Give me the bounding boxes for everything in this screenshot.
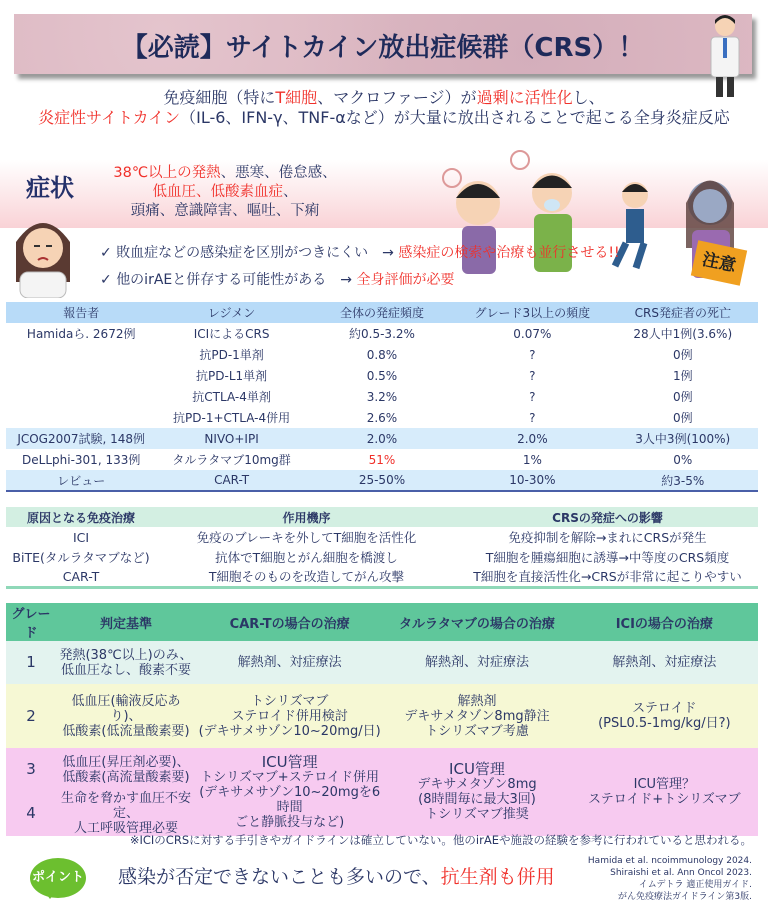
symptom-text: 、 [283, 184, 298, 200]
cell-line: デキサメタゾン8mg [417, 777, 537, 792]
treatment-cell [383, 684, 570, 748]
table-cell: ? [529, 410, 536, 425]
criteria-cell [56, 641, 196, 684]
table-row [6, 470, 758, 491]
table-cell [6, 386, 156, 407]
treatment-cell [571, 748, 758, 836]
column-header: 原因となる免疫治療 [6, 507, 156, 527]
column-header: CAR-Tの場合の治療 [196, 603, 383, 641]
table-cell: DeLLphi-301, 133例 [22, 453, 141, 467]
table-cell: CAR-T [156, 470, 306, 491]
check-icon: ✓ [100, 245, 112, 261]
table-cell: タルラタマブ10mg群 [172, 453, 291, 467]
criteria-cell [56, 748, 196, 791]
cell-line: トシリズマブ考慮 [425, 723, 529, 739]
grade-number: 3 [6, 748, 56, 791]
crs-incidence-table [6, 302, 758, 492]
table-row [6, 547, 758, 567]
cell-line: 解熱剤、対症療法 [612, 655, 717, 670]
cell-line: デキサメタゾン8mg静注 [404, 708, 550, 724]
table-row [6, 386, 758, 407]
table-cell: 免疫のブレーキを外してT細胞を活性化 [196, 530, 417, 545]
table-header-row [6, 507, 758, 527]
symptom-text: 、悪寒、倦怠感、 [220, 165, 337, 181]
point-highlight: 抗生剤も併用 [440, 866, 555, 888]
symptom-highlight: 38℃以上の発熱 [113, 165, 221, 181]
table-cell: レビュー [6, 470, 156, 491]
grade-number: 4 [6, 791, 56, 836]
column-header: タルラタマブの場合の治療 [383, 603, 570, 641]
mechanism-table [6, 507, 758, 589]
cell-line: 低酸素(高流量酸素要) [62, 769, 190, 785]
symptoms-line-3: 頭痛、意識障害、嘔吐、下痢 [130, 203, 320, 219]
table-row-grade-3 [6, 748, 758, 791]
treatment-cell [196, 684, 383, 748]
reference: Hamida et al. ncoimmunology 2024. [587, 856, 752, 866]
table-cell: T細胞そのものを改造してがん攻撃 [208, 569, 405, 585]
cell-line: (デキサメサゾン10~20mg/日) [198, 723, 381, 739]
cell-line: 解熱剤、対症療法 [237, 655, 342, 670]
doctor-illustration-icon [703, 12, 747, 100]
table-cell: 10-30% [457, 470, 607, 491]
symptoms-label: 症状 [26, 174, 74, 202]
column-header: CRS発症者の死亡 [608, 302, 758, 323]
table-cell [6, 407, 156, 428]
caution-highlight: 全身評価が必要 [356, 272, 455, 288]
grade-number: 2 [6, 684, 56, 748]
caution-text: 他のirAEと併存する可能性がある → [116, 272, 352, 288]
intro-highlight: 炎症性サイトカイン [38, 108, 181, 127]
cell-line: 低酸素(低流量酸素要) [62, 723, 190, 739]
column-header: 判定基準 [56, 603, 196, 641]
table-cell: ? [529, 389, 536, 404]
table-cell: ? [529, 368, 536, 383]
table-cell: 0.5% [366, 368, 398, 383]
grade-treatment-table [6, 603, 758, 836]
table-cell: 抗PD-1単剤 [199, 348, 264, 362]
point-text: 感染が否定できないことも多いので、 [118, 866, 441, 888]
table-cell: BiTE(タルラタマブなど) [12, 550, 150, 565]
column-header: グレード3以上の頻度 [457, 302, 607, 323]
table-cell: 0例 [672, 390, 693, 404]
caution-line-2 [100, 269, 454, 289]
table-cell: 0% [673, 452, 693, 467]
table-cell: 0.8% [366, 347, 398, 362]
caution-text: 敗血症などの感染症を区別がつきにくい → [116, 245, 394, 261]
column-header: グレード [6, 603, 56, 641]
reference: イムデトラ 適正使用ガイド. [638, 880, 752, 890]
cell-line: ICU管理 [261, 752, 318, 771]
footnote: ※ICIのCRSに対する手引きやガイドラインは確立していない。他のirAEや施設の経験を参考に行われていると思われる。 [129, 833, 752, 847]
point-message [118, 862, 555, 889]
table-cell: 抗体でT細胞とがん細胞を橋渡し [215, 550, 398, 565]
table-cell: JCOG2007試験, 148例 [6, 428, 156, 449]
intro-line-2 [0, 108, 768, 127]
table-cell: 1例 [672, 369, 693, 383]
cell-line: 解熱剤 [457, 693, 497, 709]
table-row [6, 428, 758, 449]
table-cell: 2.0% [307, 428, 457, 449]
treatment-cell [571, 641, 758, 684]
cell-line: (デキサメサゾン10~20mgを6時間 [199, 784, 381, 815]
table-cell: ICIによるCRS [193, 327, 270, 341]
table-row [6, 407, 758, 428]
table-row [6, 323, 758, 344]
grade-number: 1 [6, 641, 56, 684]
table-cell: Hamidaら. 2672例 [26, 327, 136, 341]
table-cell [6, 344, 156, 365]
cell-line: ICU管理 [449, 760, 505, 778]
intro-text: し、 [572, 88, 605, 107]
table-cell: 28人中1例(3.6%) [633, 327, 733, 341]
table-cell: 25-50% [307, 470, 457, 491]
table-row-grade-2 [6, 684, 758, 748]
treatment-cell [383, 641, 570, 684]
table-row [6, 344, 758, 365]
table-cell: 2.0% [457, 428, 607, 449]
table-cell: ICI [72, 529, 90, 545]
cell-line: トシリズマブ+ステロイド併用 [200, 769, 380, 785]
table-header-row [6, 302, 758, 323]
column-header: CRSの発症への影響 [457, 507, 758, 527]
cell-line: 生命を脅かす血圧不安定、 [60, 791, 191, 821]
column-header: 全体の発症頻度 [307, 302, 457, 323]
cell-line: ステロイド+トシリズマブ [587, 792, 741, 807]
check-icon: ✓ [100, 272, 112, 288]
table-cell: 抗CTLA-4単剤 [192, 390, 271, 404]
intro-highlight: T細胞 [275, 88, 318, 107]
intro-text: 、マクロファージ）が [317, 88, 477, 107]
table-cell: 免疫抑制を解除→まれにCRSが発生 [508, 530, 707, 545]
table-cell: 0例 [672, 348, 693, 362]
table-row [6, 365, 758, 386]
table-cell: 3人中3例(100%) [608, 428, 758, 449]
reference: がん免疫療法ガイドライン第3版. [617, 892, 752, 902]
cell-line: ごと静脈投与など) [235, 814, 345, 830]
table-cell: 0.07% [513, 326, 552, 341]
caution-highlight: 感染症の検索や治療も並行させる!! [398, 245, 620, 261]
table-header-row [6, 603, 758, 641]
cell-line: 解熱剤、対症療法 [424, 655, 529, 670]
page-title: 【必読】サイトカイン放出症候群（CRS）！ [121, 33, 645, 63]
table-cell: 約3-5% [608, 470, 758, 491]
cell-line: 低血圧(輸液反応あり)、 [71, 693, 181, 724]
table-cell: 約0.5-3.2% [349, 327, 415, 341]
nurse-illustration-icon [8, 212, 78, 298]
table-cell: 1% [522, 452, 542, 467]
cell-line: トシリズマブ [250, 693, 329, 709]
column-header: ICIの場合の治療 [571, 603, 758, 641]
reference: Shiraishi et al. Ann Oncol 2023. [610, 868, 752, 878]
column-header: 報告者 [6, 302, 156, 323]
table-row-grade-1 [6, 641, 758, 684]
table-cell: T細胞を直接活性化→CRSが非常に起こりやすい [473, 569, 742, 585]
treatment-cell [383, 748, 570, 836]
title-banner [14, 14, 752, 74]
intro-highlight: 過剰に活性化 [476, 88, 573, 107]
cell-line: ステロイド [632, 701, 697, 716]
criteria-cell [56, 791, 196, 836]
table-cell: 2.6% [366, 410, 398, 425]
intro-text: 免疫細胞（特に [163, 88, 276, 107]
cell-line: 人工呼吸管理必要 [73, 821, 178, 836]
point-badge: ポイント [30, 858, 86, 898]
column-header: 作用機序 [156, 507, 457, 527]
cell-line: 低血圧なし、酸素不要 [60, 662, 191, 678]
caution-badge: 注意 [691, 240, 747, 286]
cell-line: 低血圧(昇圧剤必要)、 [62, 754, 190, 770]
table-cell: CAR-T [62, 568, 100, 584]
table-cell: NIVO+IPI [156, 428, 306, 449]
intro-text: （IL-6、IFN-γ、TNF-αなど）が大量に放出されることで起こる全身炎症反応 [180, 108, 730, 127]
intro-line-1 [0, 88, 768, 107]
cell-line: 発熱(38℃以上)のみ、 [59, 647, 193, 663]
cell-line: トシリズマブ推奨 [425, 807, 529, 822]
table-cell: 0例 [672, 411, 693, 425]
table-cell [6, 365, 156, 386]
table-row [6, 449, 758, 470]
treatment-cell [571, 684, 758, 748]
symptoms-line-2 [110, 183, 340, 201]
table-cell: T細胞を腫瘍細胞に誘導→中等度のCRS頻度 [485, 550, 730, 565]
column-header: レジメン [156, 302, 306, 323]
cell-line: ICU管理？ [633, 777, 696, 792]
table-cell: 51% [368, 452, 396, 467]
symptoms-line-1 [110, 164, 340, 182]
treatment-cell [196, 641, 383, 684]
references [588, 855, 752, 903]
table-cell: ? [529, 347, 536, 362]
table-cell: 抗PD-1+CTLA-4併用 [173, 411, 291, 425]
table-cell: 3.2% [366, 389, 398, 404]
cell-line: (8時間毎に最大3回) [418, 792, 536, 807]
table-row [6, 527, 758, 547]
table-row [6, 567, 758, 587]
treatment-cell [196, 748, 383, 836]
cell-line: ステロイド併用検討 [231, 708, 348, 724]
cell-line: (PSL0.5-1mg/kg/日?) [598, 716, 731, 731]
caution-line-1 [100, 242, 620, 262]
table-cell: 抗PD-L1単剤 [196, 369, 268, 383]
symptom-highlight: 低血圧、低酸素血症 [152, 184, 283, 200]
criteria-cell [56, 684, 196, 748]
